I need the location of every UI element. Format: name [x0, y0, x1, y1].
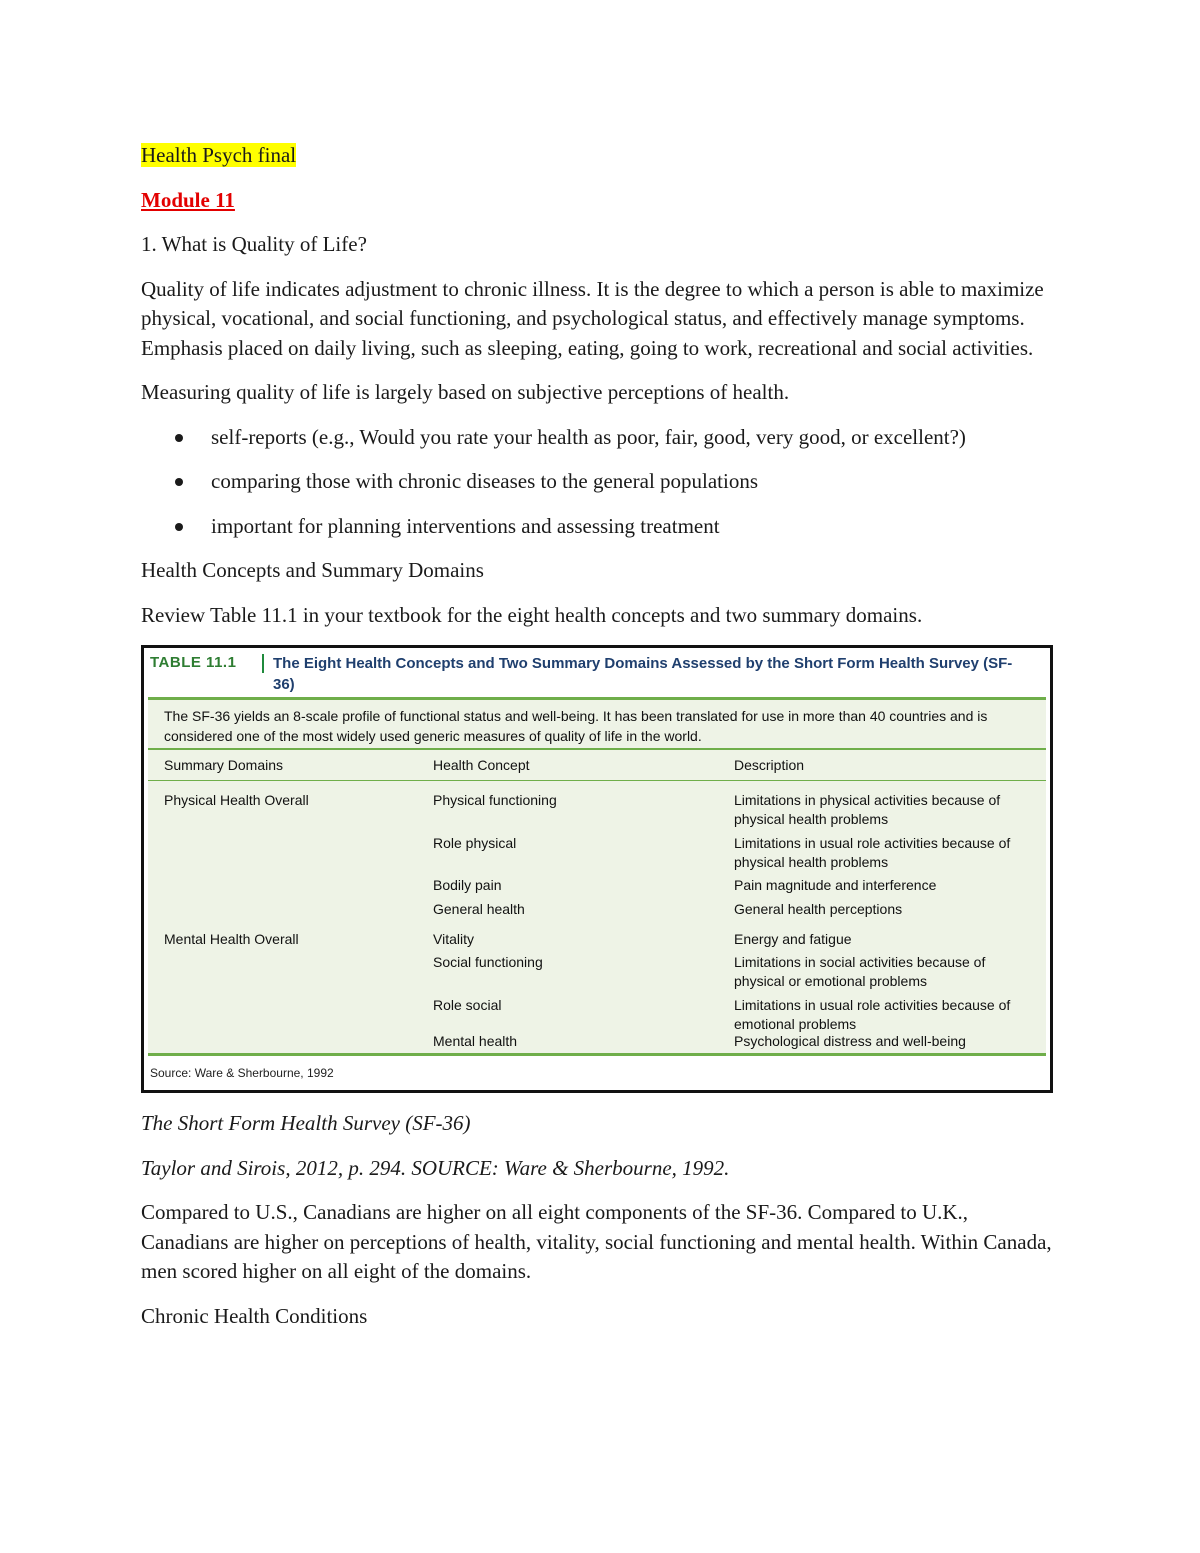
- table-intro: The SF-36 yields an 8-scale profile of functional status and well-being. It has been translated for use in more than 40 countries and is considered one of the most widely used generic measures of quality of life in the world.: [164, 708, 988, 744]
- table-source: Source: Ware & Sherbourne, 1992: [150, 1065, 334, 1080]
- divider: [148, 780, 1046, 782]
- description-cell: Psychological distress and well-being: [734, 1032, 966, 1049]
- description-cell: Energy and fatigue: [734, 930, 852, 947]
- bullet-list: [141, 423, 1059, 542]
- table-image: [141, 645, 1053, 1093]
- table-label: TABLE 11.1: [150, 654, 237, 671]
- table-header: [148, 650, 1046, 697]
- description-cell: Pain magnitude and interference: [734, 876, 937, 893]
- concept-cell: Social functioning: [433, 953, 543, 970]
- document-body: [141, 141, 1059, 1346]
- table-figure: [148, 650, 1046, 1088]
- bullet-icon: [175, 434, 183, 442]
- subheading: Health Concepts and Summary Domains: [141, 558, 484, 582]
- paragraph-comparison: Compared to U.S., Canadians are higher on all eight components of the SF-36. Compared to U.K., Canadians are higher on perceptions of health, vitality, social functioning and mental health. Within Canada, men scored higher on all eight of the domains.: [141, 1200, 1052, 1283]
- column-header-summary-domains: Summary Domains: [164, 756, 284, 773]
- table-label-separator: [262, 654, 264, 673]
- bullet-icon: [175, 478, 183, 486]
- paragraph-measuring: Measuring quality of life is largely based on subjective perceptions of health.: [141, 380, 790, 404]
- concept-cell: Bodily pain: [433, 876, 502, 893]
- domain-mental: Mental Health Overall: [164, 930, 299, 947]
- document-title: Health Psych final: [141, 143, 297, 167]
- concept-cell: Role physical: [433, 834, 517, 851]
- question-heading: 1. What is Quality of Life?: [141, 232, 367, 256]
- paragraph-quality-of-life: Quality of life indicates adjustment to chronic illness. It is the degree to which a person is able to maximize physical, vocational, and social functioning, and psychological status, and effectively manage symptoms. Emphasis placed on daily living, such as sleeping, eating, going to work, recreational and social activities.: [141, 276, 1044, 360]
- concept-cell: Role social: [433, 996, 502, 1013]
- bullet-icon: [175, 523, 183, 531]
- review-note: Review Table 11.1 in your textbook for the eight health concepts and two summary domains.: [141, 602, 923, 627]
- column-header-health-concept: Health Concept: [433, 756, 530, 773]
- table-title: The Eight Health Concepts and Two Summary Domains Assessed by the Short Form Health Survey (SF-36): [273, 655, 1013, 693]
- figure-citation: Taylor and Sirois, 2012, p. 294. SOURCE: Ware & Sherbourne, 1992.: [141, 1155, 730, 1180]
- list-item: important for planning interventions and assessing treatment: [141, 512, 1059, 542]
- list-item: comparing those with chronic diseases to the general populations: [141, 467, 1059, 497]
- table-grid: [148, 750, 1046, 1053]
- description-cell: General health perceptions: [734, 900, 903, 917]
- module-heading: Module 11: [141, 187, 235, 212]
- table-body: [148, 700, 1046, 1053]
- column-header-description: Description: [734, 756, 805, 773]
- description-cell: Limitations in usual role activities because of physical health problems: [734, 834, 1011, 870]
- concept-cell: Physical functioning: [433, 791, 557, 808]
- figure-caption: The Short Form Health Survey (SF-36): [141, 1111, 471, 1135]
- list-item: self-reports (e.g., Would you rate your health as poor, fair, good, very good, or excellent?): [141, 423, 1059, 453]
- concept-cell: Mental health: [433, 1032, 518, 1049]
- description-cell: Limitations in physical activities because of physical health problems: [734, 791, 1001, 827]
- description-cell: Limitations in social activities because of physical or emotional problems: [734, 953, 986, 989]
- domain-physical: Physical Health Overall: [164, 791, 309, 808]
- description-cell: Limitations in usual role activities because of emotional problems: [734, 996, 1011, 1032]
- section-heading-chronic: Chronic Health Conditions: [141, 1303, 368, 1328]
- concept-cell: Vitality: [433, 930, 474, 947]
- concept-cell: General health: [433, 900, 525, 917]
